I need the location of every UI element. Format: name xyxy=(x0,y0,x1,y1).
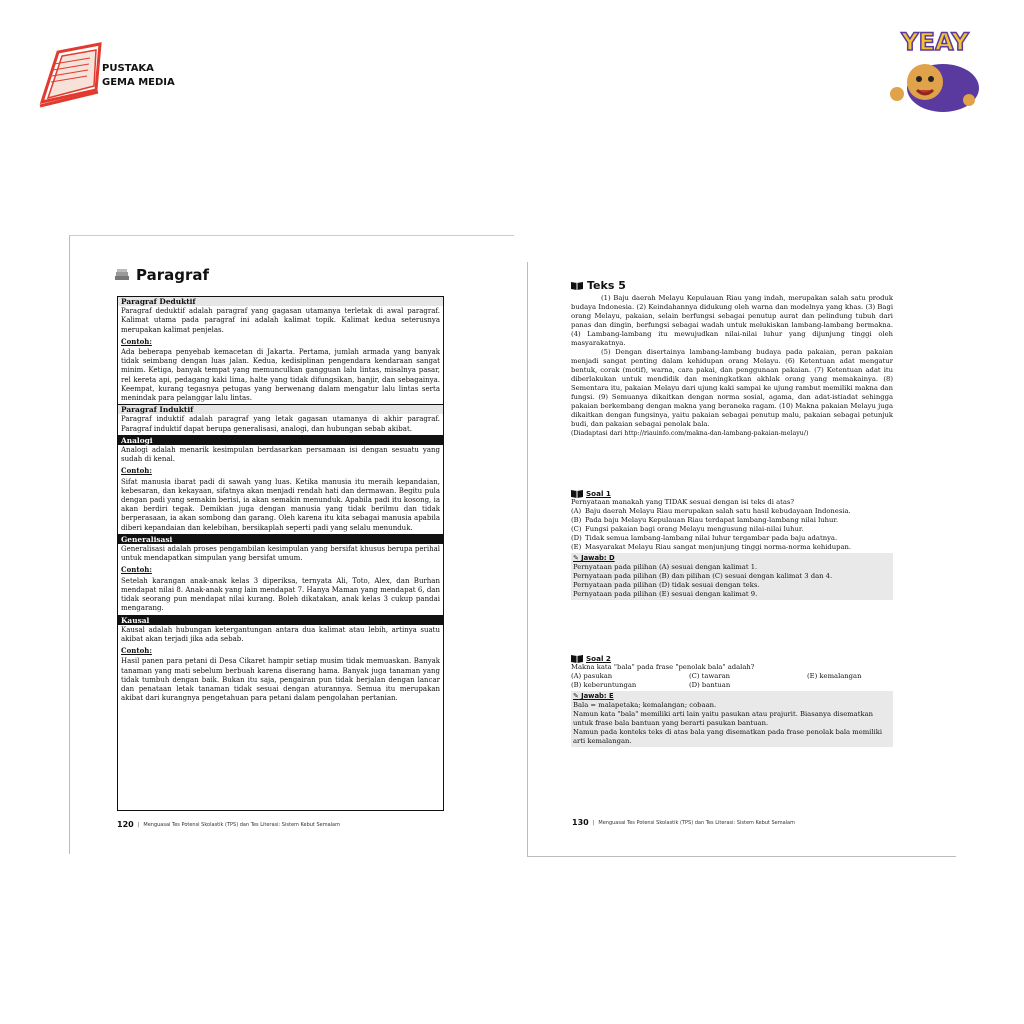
footer-text: Menguasai Tes Potensi Skolastik (TPS) dan Tes Literasi: Sistem Kebut Semalam xyxy=(143,821,340,828)
answer-title-text: Jawab: D xyxy=(581,554,615,562)
option-key: (A) xyxy=(571,507,582,515)
section-body: Paragraf induktif adalah paragraf yang letak gagasan utamanya di akhir paragraf. Paragraf induktif dapat berupa generalisasi, analogi, dan hubungan sebab akibat. xyxy=(121,415,440,433)
option-text: Masyarakat Melayu Riau sangat menjunjung tinggi norma-norma kehidupan. xyxy=(585,543,852,551)
section-body: Analogi adalah menarik kesimpulan berdasarkan persamaan isi dengan sesuatu yang sudah di kenal. xyxy=(121,446,440,464)
explanation-line: Pernyataan pada pilihan (E) sesuai dengan kalimat 9. xyxy=(573,590,758,598)
contoh-label: Contoh: xyxy=(121,336,152,346)
soal-1-title xyxy=(571,489,893,498)
option xyxy=(807,681,893,690)
option: (E) kemalangan xyxy=(807,672,862,680)
section-heading: Kausal xyxy=(118,616,443,625)
option: (D) bantuan xyxy=(689,681,731,689)
explanation-line: Pernyataan pada pilihan (D) tidak sesuai dengan teks. xyxy=(573,581,760,589)
books-icon xyxy=(114,268,130,282)
option-text: Pada baju Melayu Kepulauan Riau terdapat lambang-lambang nilai luhur. xyxy=(585,516,839,524)
section-generalisasi xyxy=(118,534,443,615)
option-key: (B) xyxy=(571,516,582,524)
option-text: Fungsi pakaian bagi orang Melayu mengusung nilai-nilai luhur. xyxy=(585,525,804,533)
option xyxy=(571,525,893,534)
soal-2-answer xyxy=(571,691,893,747)
option-key: (D) xyxy=(571,534,582,542)
explanation-line: Namun pada konteks teks di atas bala yang disematkan pada frase penolak bala memiliki arti kemalangan. xyxy=(573,728,882,745)
mascot-illustration xyxy=(885,24,991,116)
contoh-label: Contoh: xyxy=(121,646,152,656)
open-book-icon xyxy=(571,281,583,290)
teks-source: (Diadaptasi dari http://riauinfo.com/makna-dan-lambang-pakaian-melayu/) xyxy=(571,430,809,437)
teks-paragraph-1: (1) Baju daerah Melayu Kepulauan Riau yang indah, merupakan salah satu produk budaya Indonesia. (2) Keindahannya didukung oleh warna dan modelnya yang khas. (3) Bagi orang Melayu, pakaian, selain berfungsi sebagai penutup aurat dan pelindung tubuh dari panas dan dingin, berfungsi sebagai wadah untuk melukiskan lambang-lambang bermakna. (4) Lambang-lambang itu mewujudkan nilai-nilai luhur yang dijunjung tinggi oleh masyarakatnya. xyxy=(571,294,893,347)
left-page-title-text: Paragraf xyxy=(136,266,210,284)
soal-1-question: Pernyataan manakah yang TIDAK sesuai dengan isi teks di atas? xyxy=(571,498,795,506)
answer-title xyxy=(573,692,891,701)
explanation-line: Pernyataan pada pilihan (B) dan pilihan (C) sesuai dengan kalimat 3 dan 4. xyxy=(573,572,833,580)
section-body: Kausal adalah hubungan ketergantungan antara dua kalimat atau lebih, artinya suatu akibat akan terjadi jika ada sebab. xyxy=(121,625,440,643)
option: (A) pasukan xyxy=(571,672,613,680)
contoh-text: Hasil panen para petani di Desa Cikaret hampir setiap musim tidak memuaskan. Banyak tanaman yang mati sebelum berbuah karena diserang hama. Banyak juga tanaman yang tidak tumbuh dengan baik. Bukan itu saja, pengairan pun tidak berjalan dengan lancar dan penataan letak tanaman tidak sesuai dengan aturannya. Semua itu merupakan akibat dari kurangnya pengetahuan para petani dalam pengolahan pertanian. xyxy=(121,657,440,703)
section-analogi xyxy=(118,435,443,534)
option-key: (E) xyxy=(571,543,582,551)
paragraf-table xyxy=(117,296,444,811)
publisher-name xyxy=(102,62,175,90)
soal-2-title xyxy=(571,654,893,663)
left-page-title xyxy=(114,266,209,284)
section-heading: Paragraf Induktif xyxy=(118,405,443,414)
mascot-text: YEAY xyxy=(901,28,969,56)
pencil-icon: ✎ xyxy=(573,692,582,700)
option xyxy=(571,516,893,525)
option xyxy=(571,507,893,516)
teks-title xyxy=(571,279,626,292)
option: (C) tawaran xyxy=(689,672,730,680)
soal-1-answer xyxy=(571,553,893,600)
right-page-footer xyxy=(572,818,795,827)
section-body: Generalisasi adalah proses pengambilan kesimpulan yang bersifat khusus berupa perihal untuk mendapatkan simpulan yang bersifat umum. xyxy=(121,545,440,563)
explanation-line: Pernyataan pada pilihan (A) sesuai dengan kalimat 1. xyxy=(573,563,758,571)
open-book-icon xyxy=(571,654,583,663)
teks-title-text: Teks 5 xyxy=(587,279,626,292)
option xyxy=(571,534,893,543)
contoh-text: Ada beberapa penyebab kemacetan di Jakarta. Pertama, jumlah armada yang banyak tidak seimbang dengan luas jalan. Kedua, kedisiplinan pengendara kendaraan sangat minim. Ketiga, banyak tempat yang memunculkan gangguan lalu lintas, misalnya pasar, rel kereta api, pedagang kaki lima, halte yang tidak difungsikan, banjir, dan sebagainya. Keempat, kurang tegasnya petugas yang berwenang dalam mengatur lalu lintas serta menindak para pelanggar lalu lintas. xyxy=(121,348,440,403)
option: (B) keberuntungan xyxy=(571,681,637,689)
page-number: 120 xyxy=(117,820,134,829)
soal-2-question: Makna kata "bala" pada frase "penolak bala" adalah? xyxy=(571,663,755,671)
explanation-line: Namun kata "bala" memiliki arti lain yaitu pasukan atau prajurit. Biasanya disematkan untuk frase bala bantuan yang berarti pasukan bantuan. xyxy=(573,710,874,727)
section-deduktif xyxy=(118,297,443,404)
left-page-footer xyxy=(117,820,340,829)
footer-divider: | xyxy=(592,819,595,826)
footer-divider: | xyxy=(137,821,140,828)
soal-2-options xyxy=(571,672,893,690)
pencil-icon: ✎ xyxy=(573,554,582,562)
soal-2 xyxy=(571,654,893,747)
soal-1-title-text: Soal 1 xyxy=(586,489,611,498)
soal-1 xyxy=(571,489,893,600)
publisher-name-line2: GEMA MEDIA xyxy=(102,77,175,88)
contoh-text: Setelah karangan anak-anak kelas 3 diperiksa, ternyata Ali, Toto, Alex, dan Burhan mendapat nilai 8. Anak-anak yang lain mendapat 7. Hanya Maman yang mendapat 6, dan tidak seorang pun mendapat nilai kurang. Boleh dikatakan, anak kelas 3 cukup pandai mengarang. xyxy=(121,576,440,613)
teks-paragraph-2: (5) Dengan disertainya lambang-lambang budaya pada pakaian, peran pakaian menjadi sangat penting dalam kehidupan orang Melayu. (6) Ketentuan adat mengatur bentuk, corak (motif), warna, cara pakai, dan penggunaan pakaian. (7) Ketentuan adat itu diberlakukan untuk mendidik dan meningkatkan akhlak orang yang memakainya. (8) Sementara itu, pakaian Melayu dari ujung kaki sampai ke ujung rambut memiliki makna dan fungsi. (9) Semuanya dikaitkan dengan norma sosial, agama, dan adat-istiadat sehingga pakaian berkembang dengan makna yang beraneka ragam. (10) Makna pakaian Melayu juga dikaitkan dengan fungsinya, yaitu pakaian sebagai penutup malu, pakaian sebagai petunjuk budi, dan pakaian sebagai penolak bala. xyxy=(571,348,893,428)
contoh-label: Contoh: xyxy=(121,565,152,575)
section-kausal xyxy=(118,615,443,705)
page-number: 130 xyxy=(572,818,589,827)
option-text: Tidak semua lambang-lambang nilai luhur tergambar pada baju adatnya. xyxy=(585,534,838,542)
teks-body xyxy=(571,294,893,438)
answer-title xyxy=(573,554,891,563)
soal-2-title-text: Soal 2 xyxy=(586,654,611,663)
section-induktif xyxy=(118,404,443,435)
section-body: Paragraf deduktif adalah paragraf yang gagasan utamanya terletak di awal paragraf. Kalimat utama pada paragraf ini adalah kalimat topik. Kalimat kedua seterusnya merupakan kalimat penjelas. xyxy=(121,307,440,334)
section-heading: Analogi xyxy=(118,436,443,445)
open-book-icon xyxy=(571,489,583,498)
option-text: Baju daerah Melayu Riau merupakan salah satu hasil kebudayaan Indonesia. xyxy=(585,507,851,515)
contoh-label: Contoh: xyxy=(121,466,152,476)
option-key: (C) xyxy=(571,525,582,533)
contoh-text: Sifat manusia ibarat padi di sawah yang luas. Ketika manusia itu meraih kepandaian, kebesaran, dan kekayaan, sifatnya akan menjadi rendah hati dan dermawan. Begitu pula dengan padi yang semakin berisi, ia akan semakin menunduk. Apabila padi itu kosong, ia akan berdiri tegak. Demikian juga dengan manusia yang tidak berilmu dan tidak berperasaan, ia akan sombong dan garang. Oleh karena itu kita sebagai manusia apabila diberi kepandaian dan kelebihan, bersikaplah seperti padi yang selalu menunduk. xyxy=(121,477,440,532)
publisher-name-line1: PUSTAKA xyxy=(102,63,154,74)
footer-text: Menguasai Tes Potensi Skolastik (TPS) dan Tes Literasi: Sistem Kebut Semalam xyxy=(598,819,795,826)
answer-title-text: Jawab: E xyxy=(581,692,614,700)
option xyxy=(571,543,893,552)
section-heading: Generalisasi xyxy=(118,535,443,544)
explanation-line: Bala = malapetaka; kemalangan; cobaan. xyxy=(573,701,717,709)
section-heading: Paragraf Deduktif xyxy=(118,297,443,306)
